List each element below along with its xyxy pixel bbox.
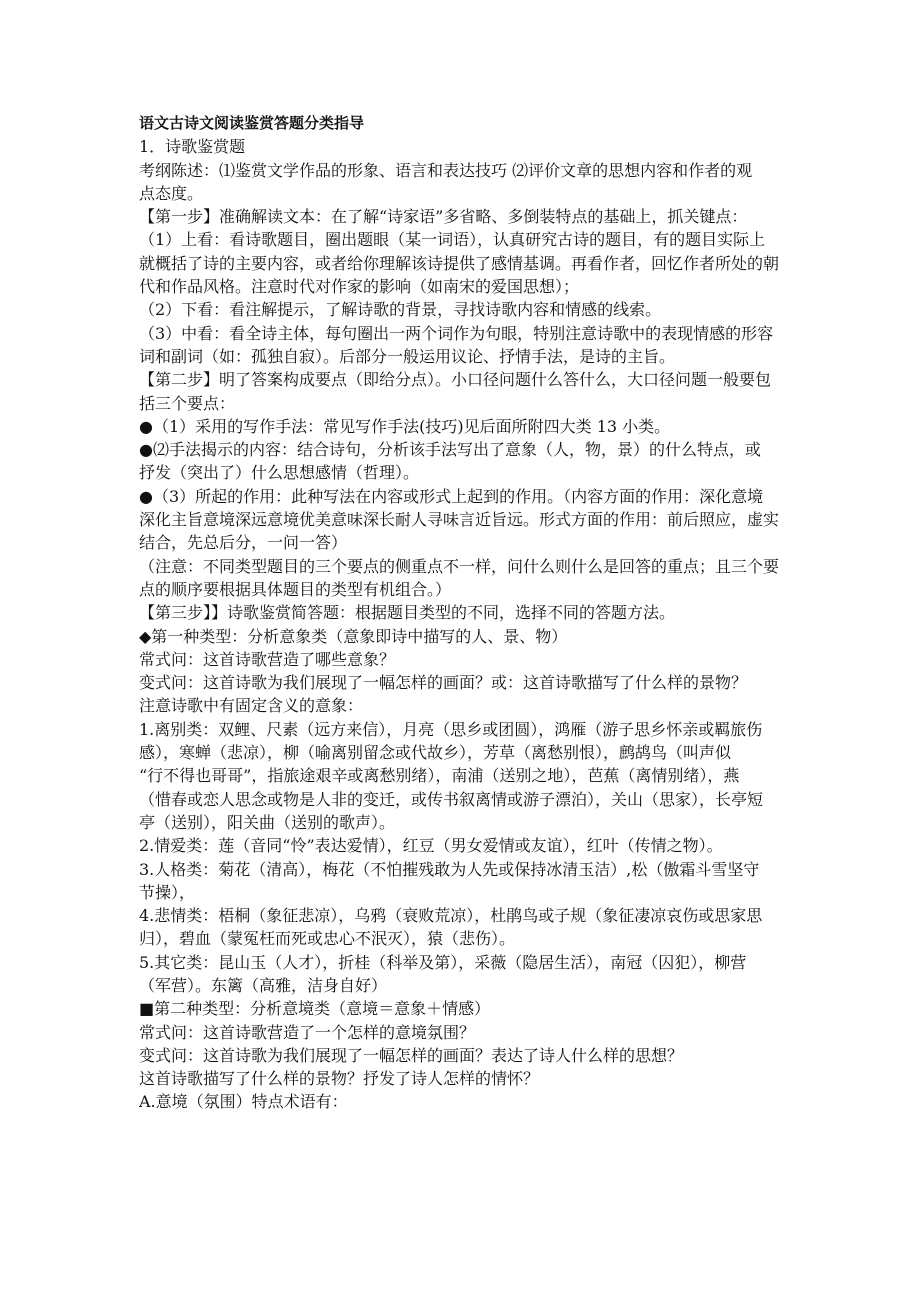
text-line: 1．诗歌鉴赏题 — [139, 137, 246, 157]
text-line: 结合，先总后分，一问一答） — [139, 533, 348, 553]
text-line: 这首诗歌描写了什么样的景物？抒发了诗人怎样的情怀？ — [139, 1069, 540, 1089]
text-line: 变式问：这首诗歌为我们展现了一幅怎样的画面？表达了诗人什么样的思想？ — [139, 1045, 684, 1065]
text-line: 1.离别类：双鲤、尺素（远方来信），月亮（思乡或团圆），鸿雁（游子思乡怀亲或羁旅伤 — [139, 719, 763, 739]
text-line: （2）下看：看注解提示，了解诗歌的背景，寻找诗歌内容和情感的线索。 — [139, 300, 662, 320]
text-line: （军营）。东篱（高雅，洁身自好） — [139, 975, 388, 995]
text-line: 【第二步】明了答案构成要点（即给分点）。小口径问题什么答什么，大口径问题一般要包 — [139, 370, 772, 390]
text-line: 【第一步】准确解读文本：在了解“诗家语”多省略、多倒装特点的基础上，抓关键点： — [139, 207, 748, 227]
text-line: （惜春或恋人思念或物是人非的变迁，或传书叙离情或游子漂泊），关山（思家），长亭短 — [139, 789, 764, 809]
text-line: 4.悲情类：梧桐（象征悲凉），乌鸦（衰败荒凉），杜鹃鸟或子规（象征凄凉哀伤或思家思 — [139, 906, 763, 926]
text-line: 括三个要点： — [139, 393, 236, 413]
text-line: 代和作品风格。注意时代对作家的影响（如南宋的爱国思想）； — [139, 277, 580, 297]
text-line: 【第三步】】诗歌鉴赏简答题：根据题目类型的不同，选择不同的答题方法。 — [139, 603, 676, 623]
document-title: 语文古诗文阅读鉴赏答题分类指导 — [139, 114, 365, 132]
text-line: ●（1）采用的写作手法：常见写作手法(技巧)见后面所附四大类 13 小类。 — [139, 416, 671, 436]
text-line: 抒发（突出了）什么思想感情（哲理）。 — [139, 463, 420, 483]
text-line: 深化主旨意境深远意境优美意味深长耐人寻味言近旨远。形式方面的作用：前后照应，虚实 — [139, 510, 780, 530]
text-line: 常式问：这首诗歌营造了一个怎样的意境氛围？ — [139, 1022, 476, 1042]
text-line: （3）中看：看全诗主体，每句圈出一两个词作为句眼，特别注意诗歌中的表现情感的形容 — [139, 323, 774, 343]
text-line: 5.其它类：昆山玉（人才），折桂（科举及第），采薇（隐居生活），南冠（囚犯），柳营 — [139, 952, 747, 972]
text-line: 点态度。 — [139, 183, 204, 203]
text-line: （1）上看：看诗歌题目，圈出题眼（某一词语），认真研究古诗的题目，有的题目实际上 — [139, 230, 766, 250]
text-line: 亭（送别），阳关曲（送别的歌声）。 — [139, 812, 396, 832]
text-line: 常式问：这首诗歌营造了哪些意象？ — [139, 649, 396, 669]
text-line: A.意境（氛围）特点术语有： — [139, 1092, 348, 1112]
text-line: ●（3）所起的作用：此种写法在内容或形式上起到的作用。（内容方面的作用：深化意境 — [139, 486, 764, 506]
text-line: 归），碧血（蒙冤枉而死或忠心不泯灭），猿（悲伤）。 — [139, 929, 516, 949]
text-line: 感），寒蝉（悲凉），柳（喻离别留念或代故乡），芳草（离愁别恨），鹧鸪鸟（叫声似 — [139, 743, 732, 763]
text-line: 点的顺序要根据具体题目的类型有机组合。） — [139, 579, 452, 599]
text-line: 变式问：这首诗歌为我们展现了一幅怎样的画面？或：这首诗歌描写了什么样的景物？ — [139, 673, 748, 693]
text-line: （注意：不同类型题目的三个要点的侧重点不一样，问什么则什么是回答的重点；且三个要 — [139, 556, 780, 576]
text-line: 节操）， — [139, 882, 196, 902]
text-line: ●⑵手法揭示的内容：结合诗句，分析该手法写出了意象（人，物，景）的什么特点，或 — [139, 440, 761, 460]
text-line: 就概括了诗的主要内容，或者给你理解该诗提供了感情基调。再看作者，回忆作者所处的朝 — [139, 253, 780, 273]
text-line: 注意诗歌中有固定含义的意象： — [139, 696, 364, 716]
text-line: “行不得也哥哥”，指旅途艰辛或离愁别绪），南浦（送别之地），芭蕉（离情别绪），燕 — [139, 766, 740, 786]
text-line: 2.情爱类：莲（音同“怜”表达爱情），红豆（男女爱情或友谊），红叶（传情之物）。 — [139, 836, 723, 856]
text-line: 词和副词（如：孤独自寂）。后部分一般运用议论、抒情手法，是诗的主旨。 — [139, 346, 676, 366]
document-page — [139, 112, 787, 1114]
text-line: ◆第一种类型：分析意象类（意象即诗中描写的人、景、物） — [139, 626, 568, 646]
text-line: 3.人格类：菊花（清高），梅花（不怕摧残敢为人先或保持冰清玉洁）,松（傲霜斗雪坚守 — [139, 859, 760, 879]
text-line: 考纲陈述：⑴鉴赏文学作品的形象、语言和表达技巧 ⑵评价文章的思想内容和作者的观 — [139, 160, 753, 180]
text-line: ■第二种类型：分析意境类（意境＝意象＋情感） — [139, 999, 491, 1019]
